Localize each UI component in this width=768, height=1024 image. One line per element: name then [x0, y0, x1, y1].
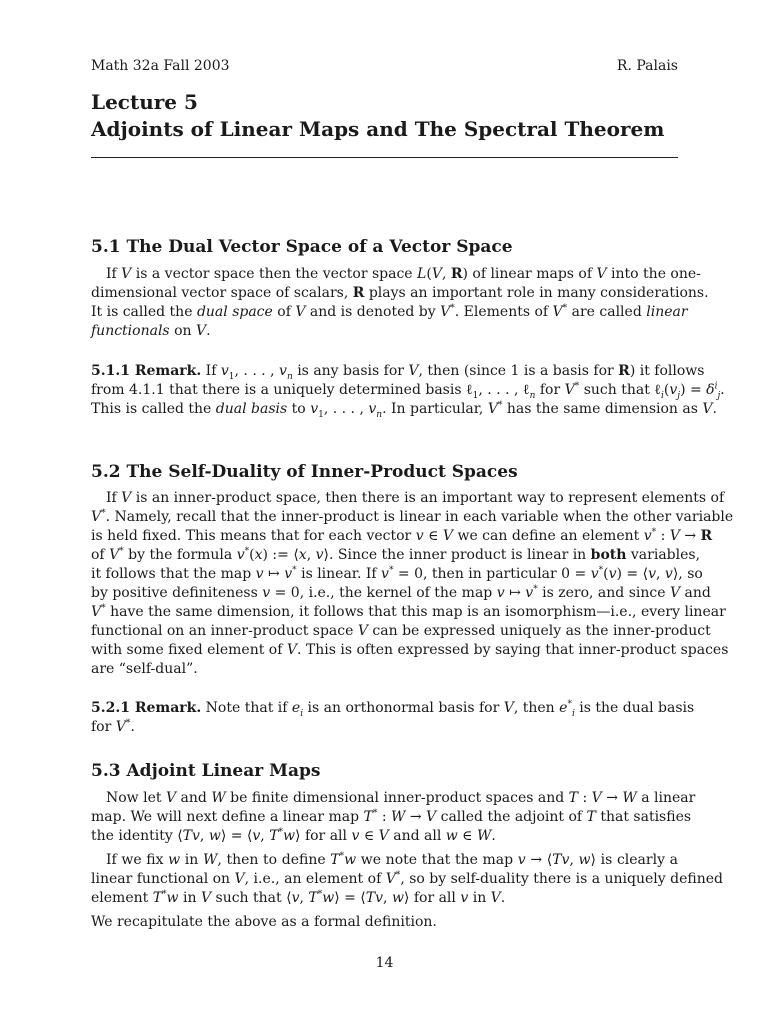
running-header-course: Math 32a Fall 2003 [91, 58, 230, 74]
lecture-title: Adjoints of Linear Maps and The Spectral Theorem [91, 117, 665, 141]
paragraph-5-1: If V is a vector space then the vector space L(V, R) of linear maps of V into the one- dimensional vector space of scalars, R plays an important role in many considerations. It is called the dual space of V and is denoted by V*. Elements of V* are called linear functionals on V. [91, 266, 709, 339]
page-number: 14 [375, 955, 394, 971]
section-heading-5-1: 5.1 The Dual Vector Space of a Vector Space [91, 237, 513, 257]
section-heading-5-3: 5.3 Adjoint Linear Maps [91, 761, 321, 781]
remark-5-1-1: 5.1.1 Remark. If $v_1$, . . . , $v_n$ is any basis for V, then (since 1 is a basis for R) it follows from 4.1.1 that there is a uniquely determined basis ℓ$_1$, . . . , ℓ$_n$ for V* such that $\ell_i(v_j) = \delta^i_j$. This is called the dual basis to $v_1$, . . . , $v_n$. In particular, V* has the same dimension as V. [91, 363, 725, 420]
paragraph-5-3-a: Now let V and W be finite dimensional inner-product spaces and T : V → W a linear map. We will next define a linear map T* : W → V called the adjoint of T that satisfies the identity ⟨Tv, w⟩ = ⟨v, T*w⟩ for all v ∈ V and all w ∈ W. [91, 790, 696, 844]
paragraph-5-3-c: We recapitulate the above as a formal definition. [91, 914, 437, 930]
remark-label: 5.1.1 Remark. [91, 363, 202, 379]
title-rule [91, 157, 678, 158]
lecture-number: Lecture 5 [91, 90, 198, 114]
paragraph-5-3-b: If we fix w in W, then to define T*w we note that the map v → ⟨Tv, w⟩ is clearly a linear functional on V, i.e., an element of V*, so by self-duality there is a uniquely defined element T*w in V such that ⟨v, T*w⟩ = ⟨Tv, w⟩ for all v in V. [91, 851, 723, 906]
running-header-author: R. Palais [616, 58, 678, 74]
paragraph-5-2: If V is an inner-product space, then there is an important way to represent elements of V*. Namely, recall that the inner-product is linear in each variable when the other variable is held fixed. This means that for each vector v ∈ V we can define an element v* : V → R of V* by the formula v*(x) := ⟨x, v⟩. Since the inner product is linear in both variables, it follows that the map v ↦ v* is linear. If v* = 0, then in particular 0 = v*(v) = ⟨v, v⟩, so by positive definiteness v = 0, i.e., the kernel of the map v ↦ v* is zero, and since V and V* have the same dimension, it follows that this map is an isomorphism—i.e., every linear functional on an inner-product space V can be expressed uniquely as the inner-product with some fixed element of V. This is often expressed by saying that inner-product spaces are “self-dual”. [91, 490, 734, 677]
remark-label: 5.2.1 Remark. [91, 700, 202, 716]
section-heading-5-2: 5.2 The Self-Duality of Inner-Product Spaces [91, 462, 518, 482]
remark-5-2-1: 5.2.1 Remark. Note that if $e_i$ is an orthonormal basis for V, then $e^*_i$ is the dual basis for V*. [91, 699, 695, 735]
